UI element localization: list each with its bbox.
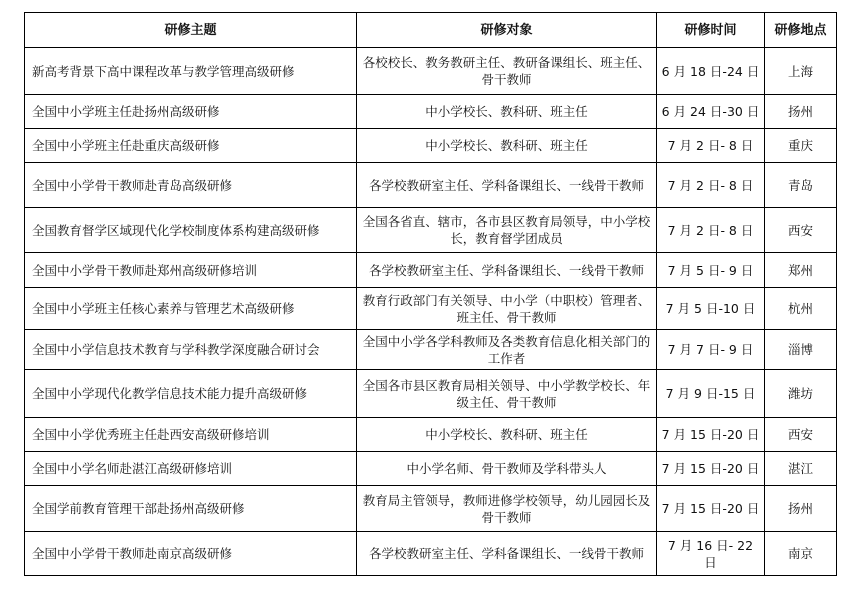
- table-row: [25, 418, 837, 452]
- training-schedule-table: [24, 12, 837, 576]
- row-topic: 全国教育督学区域现代化学校制度体系构建高级研修: [25, 208, 357, 253]
- header-place: 研修地点: [765, 13, 837, 48]
- row-time: 7 月 9 日-15 日: [657, 370, 765, 418]
- row-audience: 全国中小学各学科教师及各类教育信息化相关部门的工作者: [357, 330, 657, 370]
- table-row: [25, 486, 837, 532]
- row-audience: 各学校教研室主任、学科备课组长、一线骨干教师: [357, 532, 657, 576]
- row-place: 西安: [765, 418, 837, 452]
- header-audience: 研修对象: [357, 13, 657, 48]
- row-time: 7 月 5 日-10 日: [657, 288, 765, 330]
- row-audience: 教育行政部门有关领导、中小学（中职校）管理者、班主任、骨干教师: [357, 288, 657, 330]
- table-row: [25, 129, 837, 163]
- row-time: 7 月 16 日- 22 日: [657, 532, 765, 576]
- row-topic: 新高考背景下高中课程改革与教学管理高级研修: [25, 48, 357, 95]
- row-topic: 全国中小学名师赴湛江高级研修培训: [25, 452, 357, 486]
- row-audience: 全国各市县区教育局相关领导、中小学教学校长、年级主任、骨干教师: [357, 370, 657, 418]
- row-audience: 中小学校长、教科研、班主任: [357, 418, 657, 452]
- row-place: 淄博: [765, 330, 837, 370]
- table-row: [25, 95, 837, 129]
- row-place: 青岛: [765, 163, 837, 208]
- row-place: 潍坊: [765, 370, 837, 418]
- table-row: [25, 532, 837, 576]
- row-time: 7 月 2 日- 8 日: [657, 163, 765, 208]
- row-audience: 中小学校长、教科研、班主任: [357, 129, 657, 163]
- row-time: 7 月 7 日- 9 日: [657, 330, 765, 370]
- table-row: [25, 330, 837, 370]
- row-place: 西安: [765, 208, 837, 253]
- row-topic: 全国中小学骨干教师赴郑州高级研修培训: [25, 253, 357, 288]
- table-row: [25, 48, 837, 95]
- row-topic: 全国中小学信息技术教育与学科教学深度融合研讨会: [25, 330, 357, 370]
- row-audience: 中小学校长、教科研、班主任: [357, 95, 657, 129]
- row-time: 7 月 15 日-20 日: [657, 418, 765, 452]
- row-audience: 各校校长、教务教研主任、教研备课组长、班主任、骨干教师: [357, 48, 657, 95]
- table-row: [25, 370, 837, 418]
- row-place: 扬州: [765, 95, 837, 129]
- header-topic: 研修主题: [25, 13, 357, 48]
- row-audience: 各学校教研室主任、学科备课组长、一线骨干教师: [357, 253, 657, 288]
- row-topic: 全国中小学骨干教师赴南京高级研修: [25, 532, 357, 576]
- row-topic: 全国学前教育管理干部赴扬州高级研修: [25, 486, 357, 532]
- row-time: 7 月 2 日- 8 日: [657, 129, 765, 163]
- header-time: 研修时间: [657, 13, 765, 48]
- row-audience: 教育局主管领导，教师进修学校领导，幼儿园园长及骨干教师: [357, 486, 657, 532]
- row-place: 上海: [765, 48, 837, 95]
- row-place: 湛江: [765, 452, 837, 486]
- row-place: 南京: [765, 532, 837, 576]
- row-topic: 全国中小学骨干教师赴青岛高级研修: [25, 163, 357, 208]
- row-place: 郑州: [765, 253, 837, 288]
- table-row: [25, 163, 837, 208]
- row-audience: 全国各省直、辖市，各市县区教育局领导，中小学校长，教育督学团成员: [357, 208, 657, 253]
- row-topic: 全国中小学班主任赴重庆高级研修: [25, 129, 357, 163]
- document-page: [24, 12, 836, 576]
- table-header-row: [25, 13, 837, 48]
- row-time: 7 月 5 日- 9 日: [657, 253, 765, 288]
- row-time: 7 月 15 日-20 日: [657, 452, 765, 486]
- row-place: 扬州: [765, 486, 837, 532]
- table-row: [25, 288, 837, 330]
- row-time: 7 月 2 日- 8 日: [657, 208, 765, 253]
- row-topic: 全国中小学班主任赴扬州高级研修: [25, 95, 357, 129]
- row-time: 6 月 24 日-30 日: [657, 95, 765, 129]
- row-topic: 全国中小学优秀班主任赴西安高级研修培训: [25, 418, 357, 452]
- row-audience: 各学校教研室主任、学科备课组长、一线骨干教师: [357, 163, 657, 208]
- row-place: 重庆: [765, 129, 837, 163]
- row-audience: 中小学名师、骨干教师及学科带头人: [357, 452, 657, 486]
- row-topic: 全国中小学现代化教学信息技术能力提升高级研修: [25, 370, 357, 418]
- row-topic: 全国中小学班主任核心素养与管理艺术高级研修: [25, 288, 357, 330]
- row-time: 6 月 18 日-24 日: [657, 48, 765, 95]
- table-row: [25, 452, 837, 486]
- row-time: 7 月 15 日-20 日: [657, 486, 765, 532]
- table-row: [25, 208, 837, 253]
- table-row: [25, 253, 837, 288]
- row-place: 杭州: [765, 288, 837, 330]
